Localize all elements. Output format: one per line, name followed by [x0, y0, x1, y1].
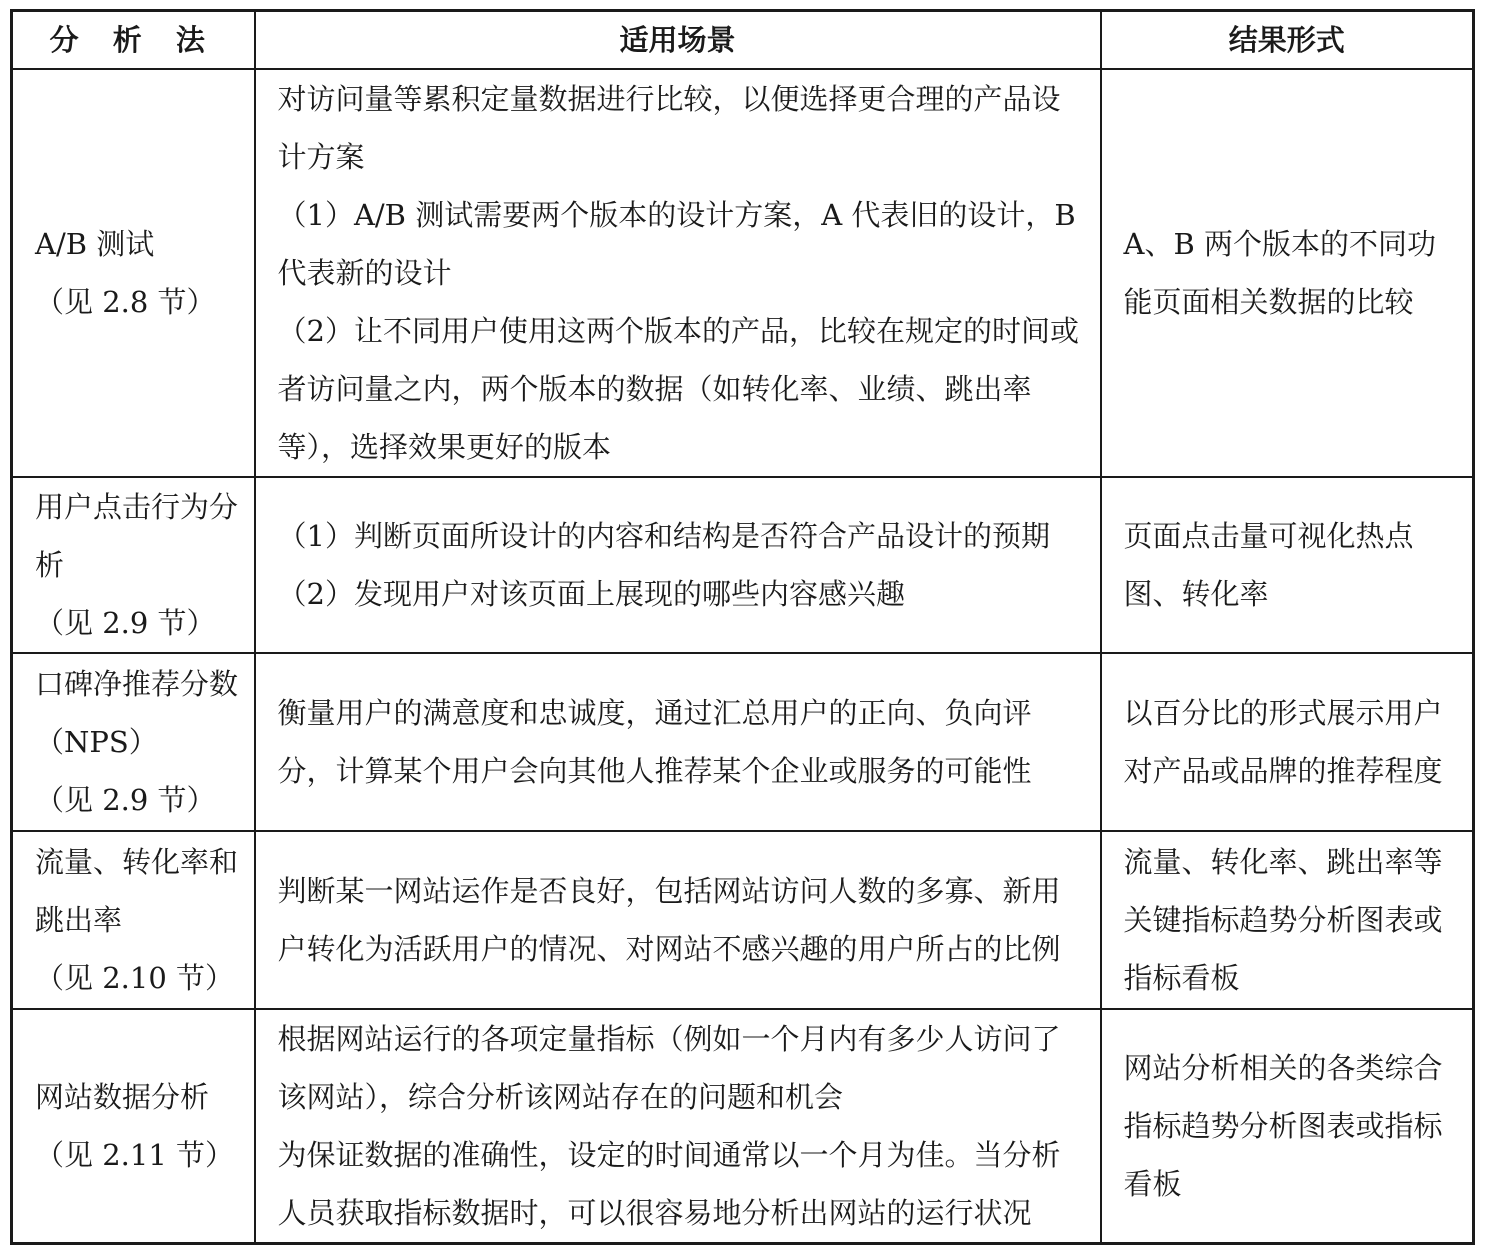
result-cell: 流量、转化率、跳出率等关键指标趋势分析图表或指标看板 — [1101, 831, 1474, 1009]
scene-cell — [255, 831, 1101, 1009]
scene-cell — [255, 477, 1101, 653]
header-scene: 适用场景 — [255, 11, 1101, 70]
method-ref: （见 2.11 节） — [35, 1138, 235, 1172]
method-ref: （见 2.9 节） — [35, 783, 216, 817]
result-cell: 网站分析相关的各类综合指标趋势分析图表或指标看板 — [1101, 1009, 1474, 1244]
table-row — [12, 831, 1474, 1009]
scene-paragraph: 对访问量等累积定量数据进行比较，以便选择更合理的产品设计方案 — [277, 82, 1061, 174]
scene-paragraph: （2）发现用户对该页面上展现的哪些内容感兴趣 — [277, 577, 905, 611]
method-cell — [12, 653, 255, 831]
scene-paragraph: （1）判断页面所设计的内容和结构是否符合产品设计的预期 — [277, 519, 1050, 553]
table-row — [12, 69, 1474, 477]
method-name: 流量、转化率和跳出率 — [35, 845, 239, 937]
method-ref: （见 2.10 节） — [35, 961, 235, 995]
scene-paragraph: （2）让不同用户使用这两个版本的产品，比较在规定的时间或者访问量之内，两个版本的数据（如转化率、业绩、跳出率等），选择效果更好的版本 — [277, 314, 1079, 464]
scene-paragraph: 判断某一网站运作是否良好，包括网站访问人数的多寡、新用户转化为活跃用户的情况、对网站不感兴趣的用户所占的比例 — [277, 874, 1061, 966]
header-result: 结果形式 — [1101, 11, 1474, 70]
result-cell: 以百分比的形式展示用户对产品或品牌的推荐程度 — [1101, 653, 1474, 831]
table-row — [12, 477, 1474, 653]
table-row — [12, 1009, 1474, 1244]
method-ref: （见 2.9 节） — [35, 606, 216, 640]
analysis-methods-table — [10, 9, 1475, 1245]
header-method — [12, 11, 255, 70]
header-method-label: 分 析 法 — [49, 23, 217, 57]
scene-paragraph: 为保证数据的准确性，设定的时间通常以一个月为佳。当分析人员获取指标数据时，可以很容易地分析出网站的运行状况 — [277, 1138, 1061, 1230]
method-name: 口碑净推荐分数（NPS） — [35, 667, 239, 759]
result-cell: A、B 两个版本的不同功能页面相关数据的比较 — [1101, 69, 1474, 477]
table-row — [12, 653, 1474, 831]
method-name: A/B 测试 — [35, 227, 155, 261]
scene-paragraph: 衡量用户的满意度和忠诚度，通过汇总用户的正向、负向评分，计算某个用户会向其他人推荐某个企业或服务的可能性 — [277, 696, 1032, 788]
scene-paragraph: 根据网站运行的各项定量指标（例如一个月内有多少人访问了该网站），综合分析该网站存在的问题和机会 — [277, 1022, 1061, 1114]
scene-cell — [255, 653, 1101, 831]
method-name: 用户点击行为分析 — [35, 490, 239, 582]
scene-paragraph: （1）A/B 测试需要两个版本的设计方案，A 代表旧的设计，B 代表新的设计 — [277, 198, 1076, 290]
method-cell — [12, 831, 255, 1009]
scene-cell — [255, 1009, 1101, 1244]
method-cell — [12, 69, 255, 477]
method-name: 网站数据分析 — [35, 1080, 210, 1114]
method-cell — [12, 1009, 255, 1244]
result-cell: 页面点击量可视化热点图、转化率 — [1101, 477, 1474, 653]
scene-cell — [255, 69, 1101, 477]
method-ref: （见 2.8 节） — [35, 285, 216, 319]
table-header-row — [12, 11, 1474, 70]
method-cell — [12, 477, 255, 653]
